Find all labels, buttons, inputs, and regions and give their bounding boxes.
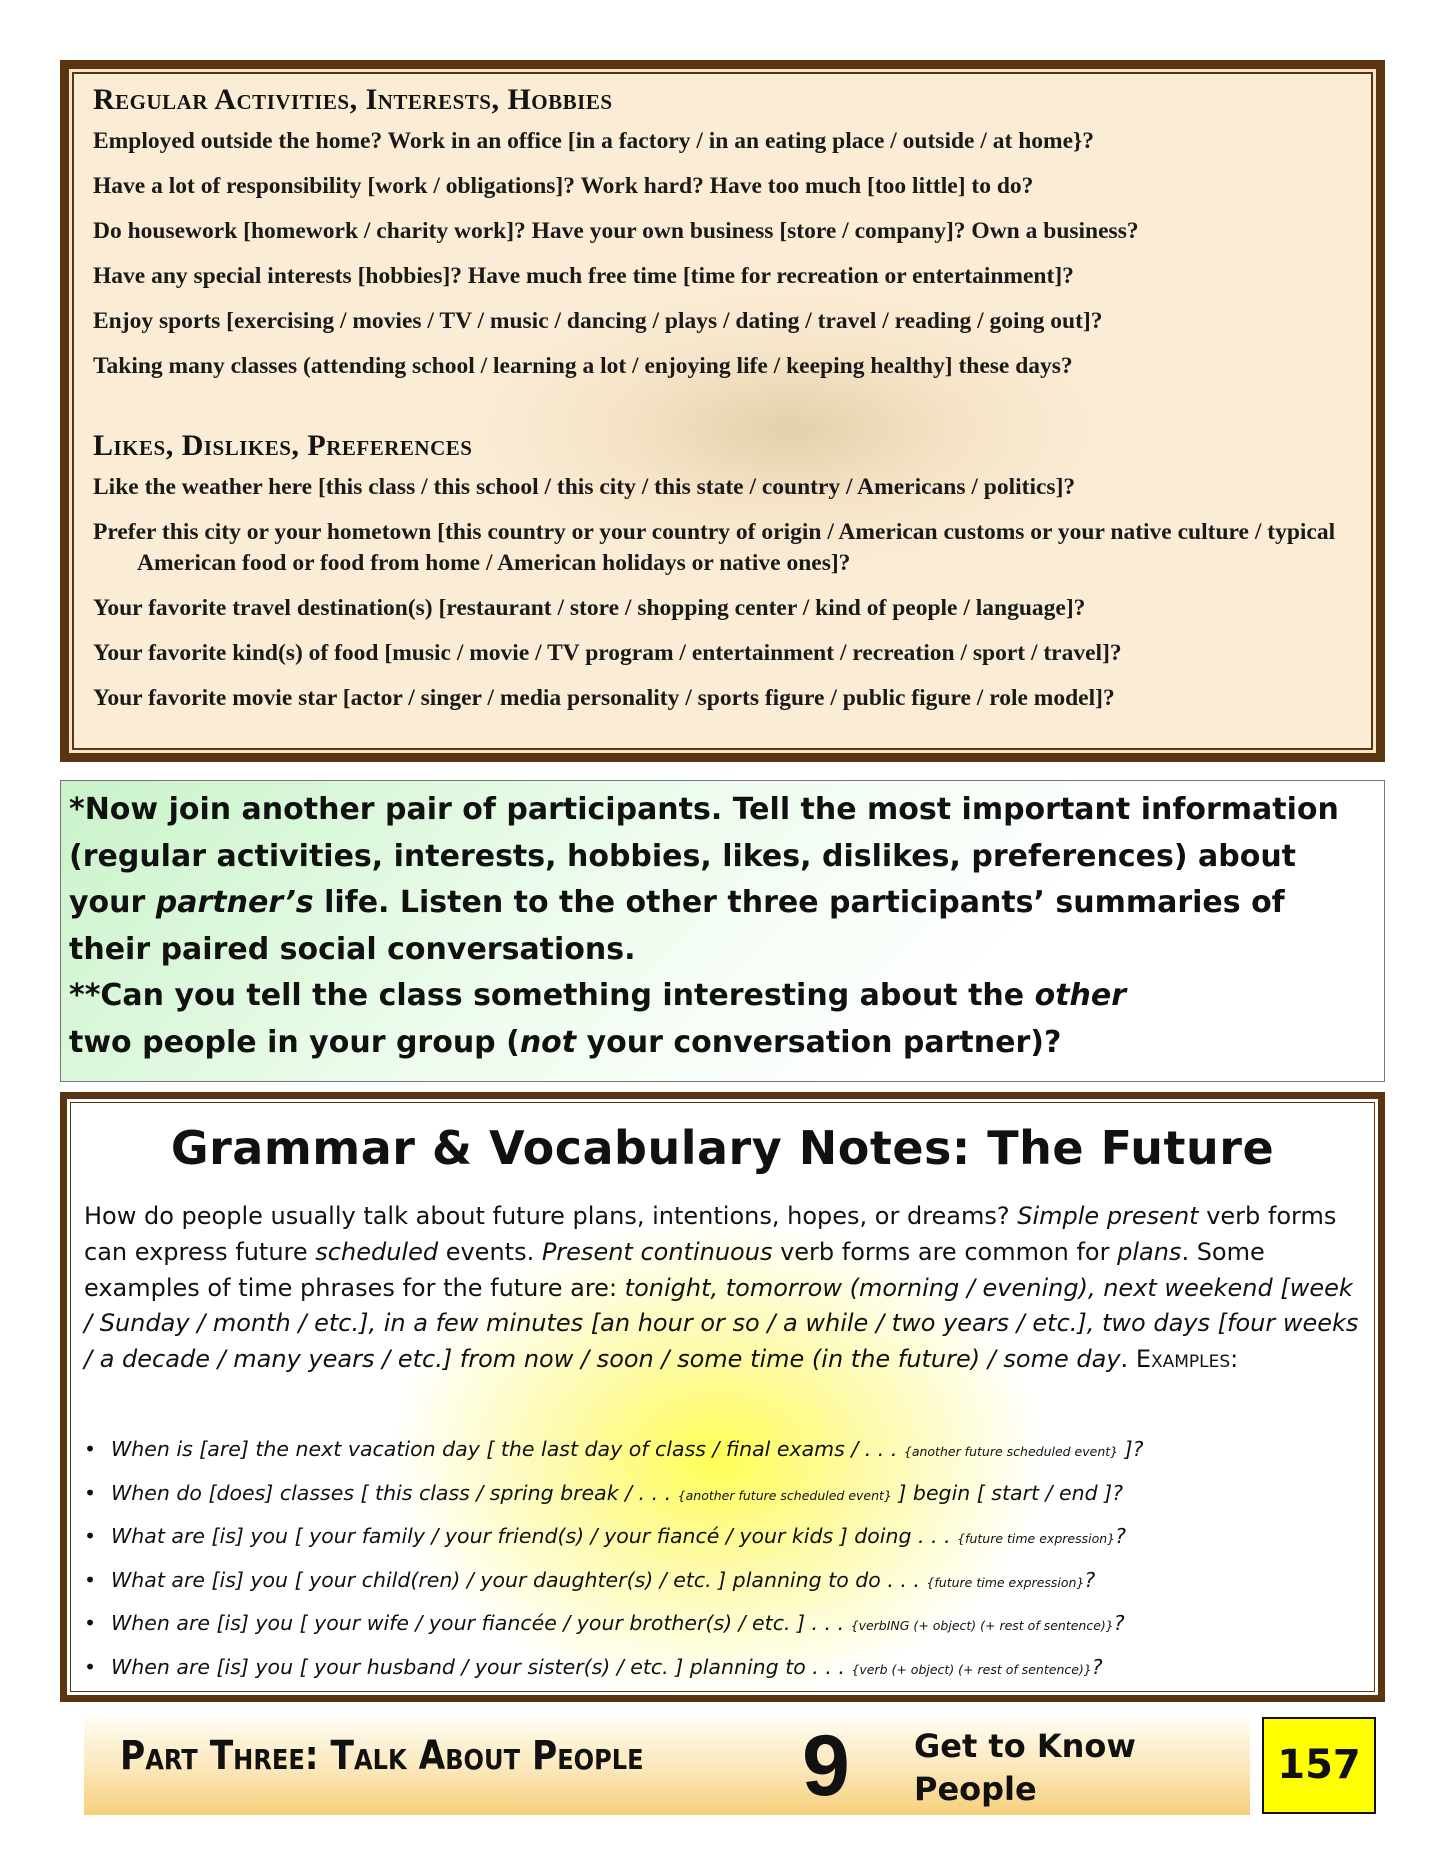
examples-list <box>84 1429 1368 1690</box>
question-line: Prefer this city or your hometown [this country or your country of origin / American customs or your native culture / typical American food or food from home / American holidays or native ones]? <box>93 519 1336 576</box>
page-number: 157 <box>1262 1717 1376 1814</box>
list-item: • What are [is] you [ your child(ren) / your daughter(s) / etc. ] planning to do . . . {future time expression}? <box>84 1560 1368 1604</box>
question-line: Do housework [homework / charity work]? Have your own business [store / company]? Own a business? <box>93 218 1139 244</box>
list-item: • When is [are] the next vacation day [ the last day of class / final exams / . . . {another future scheduled event} ]? <box>84 1429 1368 1473</box>
instruction-text: *Now join another pair of participants. Tell the most important information (regular activities, interests, hobbies, likes, dislikes, preferences) about your partner’s life. Listen to the other three participants’ summaries of their paired social conversations. **Can you tell the class something interesting about the other two people in your group (not your conversation partner)? <box>69 792 1339 1060</box>
question-line: Enjoy sports [exercising / movies / TV / music / dancing / plays / dating / travel / reading / going out]? <box>93 308 1103 334</box>
question-line: Employed outside the home? Work in an office [in a factory / in an eating place / outside / at home}? <box>93 128 1095 154</box>
question-line: Taking many classes (attending school / learning a lot / enjoying life / keeping healthy] these days? <box>93 353 1073 379</box>
list-item: • When do [does] classes [ this class / spring break / . . . {another future scheduled event} ] begin [ start / end ]? <box>84 1473 1368 1517</box>
section-title-likes-dislikes: Likes, Dislikes, Preferences <box>93 429 473 462</box>
grammar-notes-intro: How do people usually talk about future plans, intentions, hopes, or dreams? Simple present verb forms can express future scheduled events. Present continuous verb forms are common for plans. Some examples of time phrases for the future are: tonight, tomorrow (morning / evening), next weekend [week / Sunday / month / etc.], in a few minutes [an hour or so / a while / two years / etc.], two days [four weeks / a decade / many years / etc.] from now / soon / some time (in the future) / some day. Examples: <box>84 1202 1359 1374</box>
question-line: Like the weather here [this class / this school / this city / this state / country / Americans / politics]? <box>93 474 1076 500</box>
questions-panel <box>60 60 1385 762</box>
unit-title: Get to Know People <box>914 1727 1136 1808</box>
list-item: • What are [is] you [ your family / your friend(s) / your fiancé / your kids ] doing . . . {future time expression}? <box>84 1516 1368 1560</box>
question-line: Have any special interests [hobbies]? Have much free time [time for recreation or entertainment]? <box>93 263 1074 289</box>
list-item: • When are [is] you [ your husband / your sister(s) / etc. ] planning to . . . {verb (+ object) (+ rest of sentence)}? <box>84 1647 1368 1691</box>
list-item: • When are [is] you [ your wife / your fiancée / your brother(s) / etc. ] . . . {verbING (+ object) (+ rest of sentence)}? <box>84 1603 1368 1647</box>
question-line: Your favorite kind(s) of food [music / movie / TV program / entertainment / recreation / sport / travel]? <box>93 640 1122 666</box>
section-title-regular-activities: Regular Activities, Interests, Hobbies <box>93 83 613 116</box>
part-title: Part Three: Talk About People <box>120 1733 644 1779</box>
unit-number: 9 <box>802 1718 850 1814</box>
question-line: Your favorite movie star [actor / singer / media personality / sports figure / public figure / role model]? <box>93 685 1115 711</box>
page-footer <box>84 1717 1250 1815</box>
grammar-notes-title: Grammar & Vocabulary Notes: The Future <box>170 1121 1275 1175</box>
instruction-panel <box>60 780 1385 1082</box>
question-line: Have a lot of responsibility [work / obligations]? Work hard? Have too much [too little] to do? <box>93 173 1034 199</box>
grammar-notes-panel <box>60 1092 1385 1702</box>
question-line: Your favorite travel destination(s) [restaurant / store / shopping center / kind of people / language]? <box>93 595 1086 621</box>
